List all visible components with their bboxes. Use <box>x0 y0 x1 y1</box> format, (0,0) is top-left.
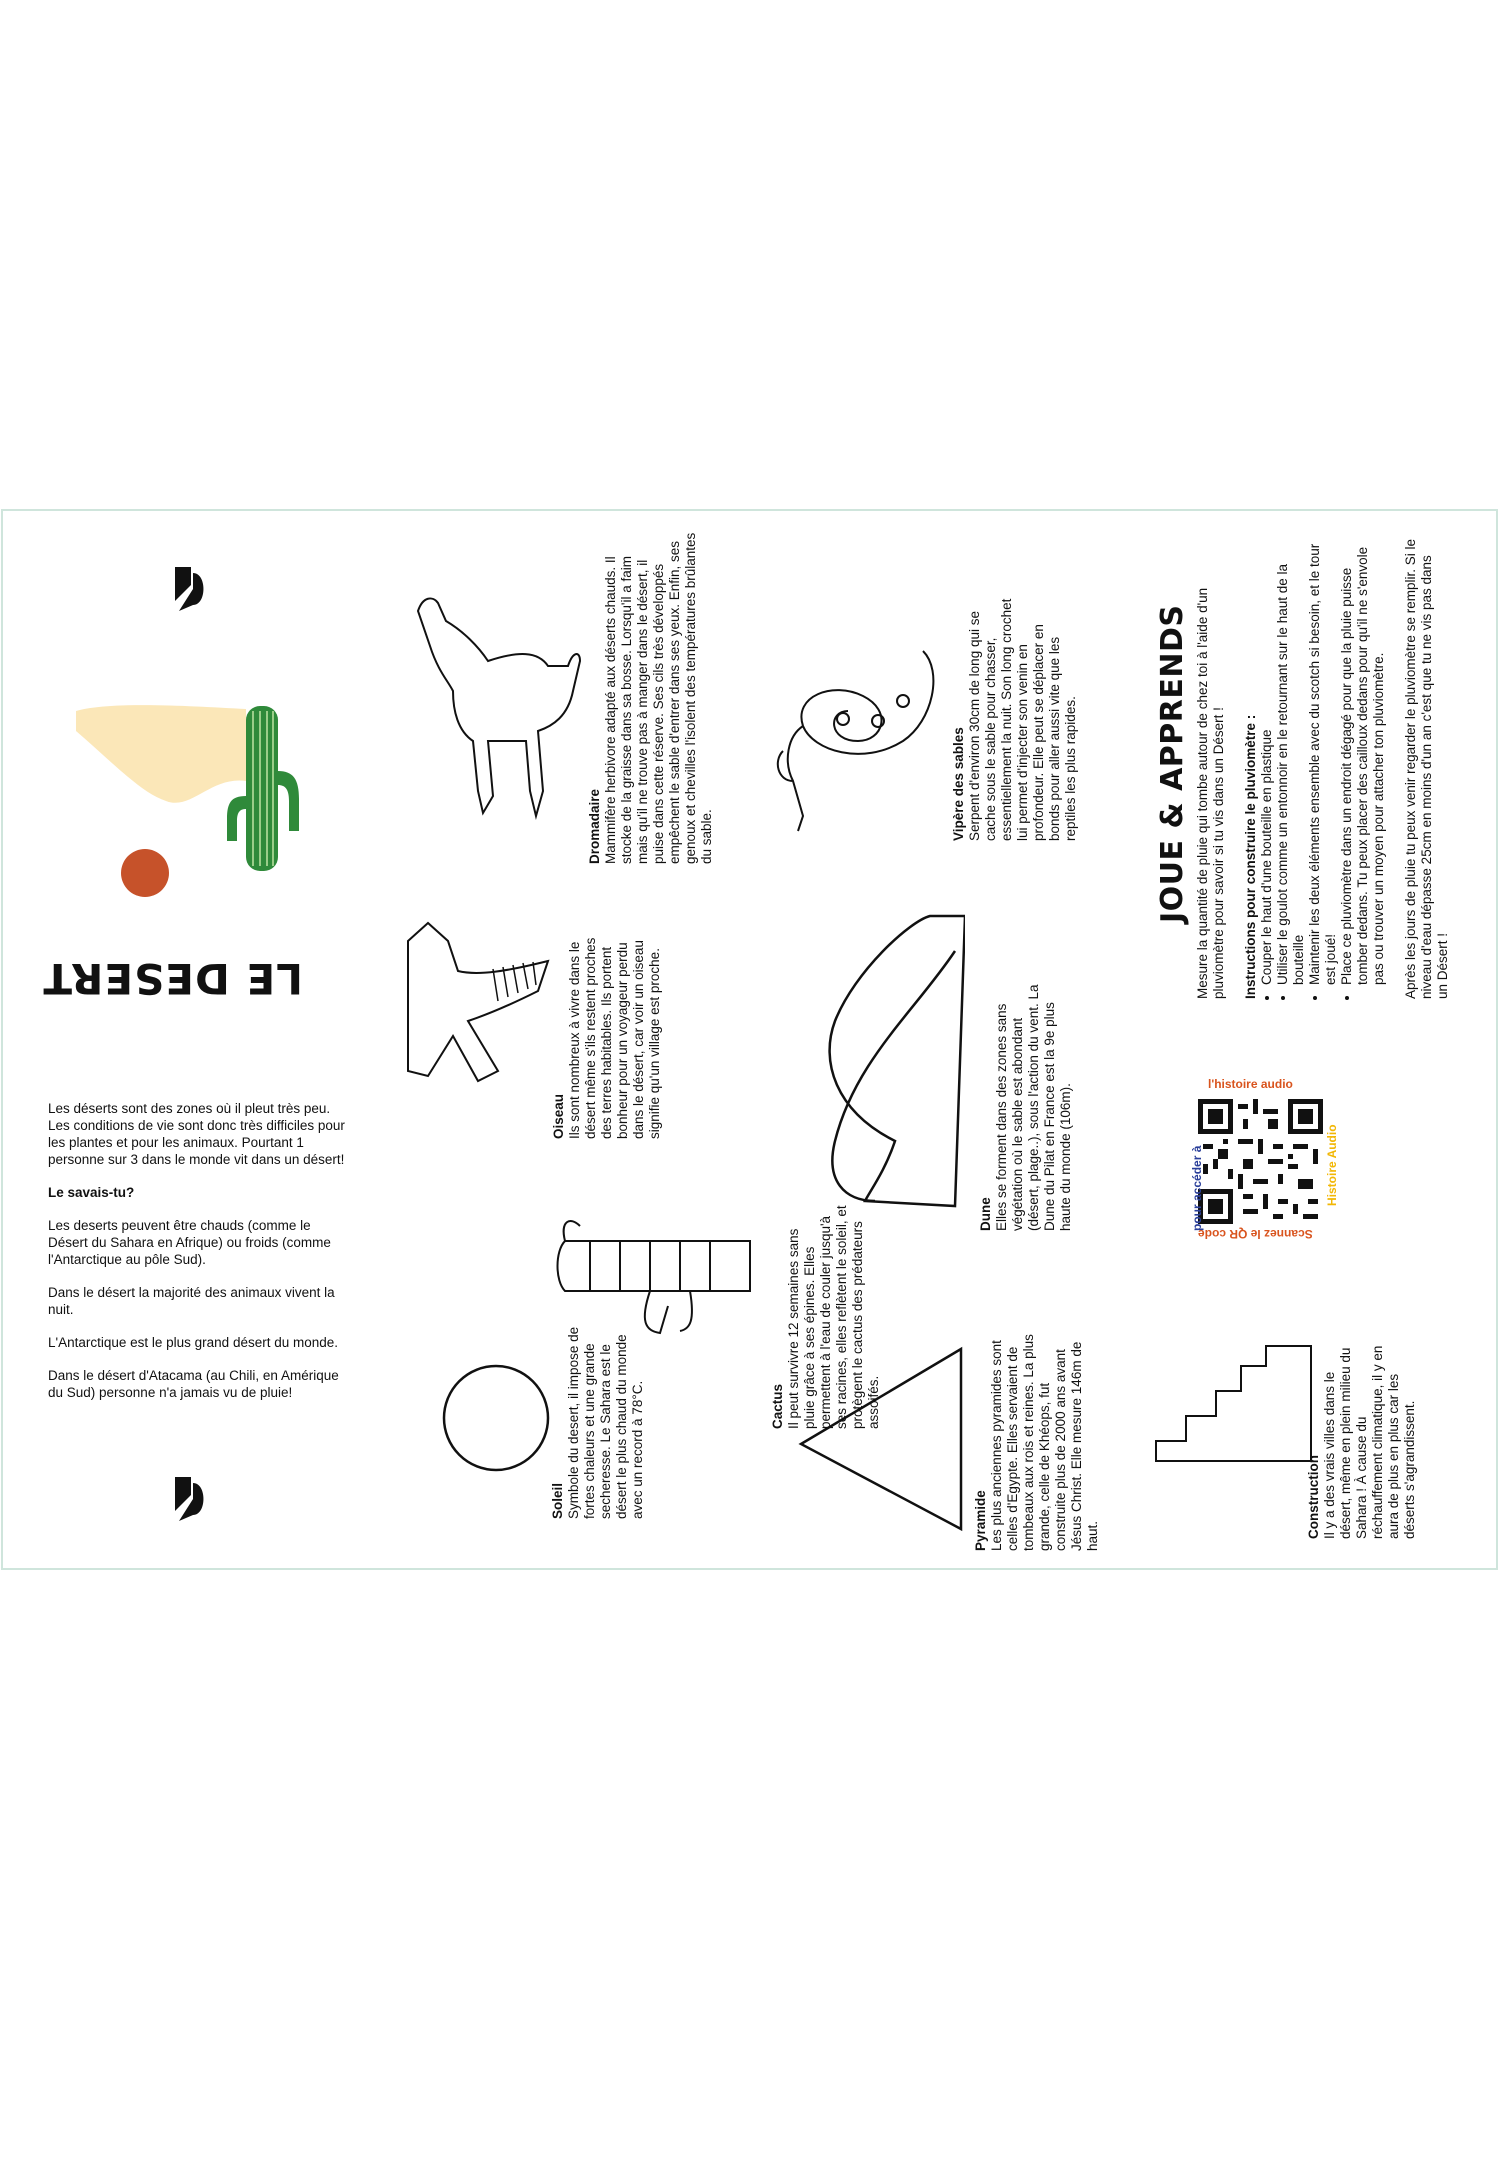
camel-drawing <box>408 591 583 821</box>
dromadaire-text: Mammifère herbivore adapté aux déserts chauds. Il stocke de la graisse dans sa bosse. Lorsqu'il a faim mais qu'il ne trouve pas à manger dans le désert, il puise dans cette réserve. Ses cils très développés empêchent le sable d'entrer dans ses yeux. Enfin, ses genoux et chevilles l'isolent des températures brûlantes du sable. <box>603 532 714 864</box>
oiseau-heading: Oiseau <box>551 1093 566 1139</box>
dune-drawing <box>815 911 965 1211</box>
instr-step: • Place ce pluviomètre dans un endroit dégagé pour que la pluie puisse tomber dedans. Tu peux placer des cailloux dedans pour qu'il ne s'envole pas ou trouver un moyen pour attacher ton pluviomètre. <box>1339 539 1387 985</box>
intro-section <box>48 1100 353 1417</box>
instr-list <box>1259 539 1387 999</box>
instr-heading: Instructions pour construire le pluviomètre : <box>1243 714 1258 999</box>
joue-title: JOUE & APPRENDS <box>1155 604 1190 923</box>
dromadaire-heading: Dromadaire <box>587 788 602 864</box>
joue-section <box>1195 539 1451 999</box>
sun-drawing <box>121 849 169 897</box>
construction-drawing <box>1151 1341 1316 1466</box>
intro-paragraph: Dans le désert la majorité des animaux vivent la nuit. <box>48 1285 335 1317</box>
dune-block <box>978 976 1074 1231</box>
leaflet-sheet <box>1 509 1498 1570</box>
soleil-heading: Soleil <box>550 1482 565 1519</box>
vipere-block <box>951 596 1079 841</box>
pyramid-drawing <box>796 1344 971 1534</box>
instr-step: • Maintenir les deux éléments ensemble avec du scotch si besoin, et le tour est joué! <box>1307 539 1339 985</box>
joue-intro: Mesure la quantité de pluie qui tombe autour de chez toi à l'aide d'un pluviomètre pour savoir si tu vis dans un Désert ! <box>1195 587 1226 999</box>
construction-text: Il y a des vrais villes dans le désert, même en plein milieu du Sahara ! À cause du réchauffement climatique, il y en aura de plus en plus car les déserts s'agrandissent. <box>1322 1345 1417 1539</box>
cactus-text: Il peut survivre 12 semaines sans pluie grâce à ses épines. Elles permettent à l'eau de couler jusqu'à ses racines, elles reflètent le soleil, et protègent le cactus des prédateurs assoifés. <box>786 1205 881 1429</box>
dune-heading: Dune <box>978 1197 993 1231</box>
logo-icon-bottom <box>173 1475 209 1523</box>
pyramide-heading: Pyramide <box>973 1490 988 1551</box>
qr-code[interactable] <box>1198 1099 1323 1224</box>
savais-heading: Le savais-tu? <box>48 1185 135 1200</box>
dune-text: Elles se forment dans des zones sans végétation où le sable est abondant (désert, plage..), sous l'action du vent. La Dune du Pilat en France est la 9e plus haute du monde (106m). <box>994 984 1073 1231</box>
sun-line-drawing <box>441 1363 551 1473</box>
vipere-heading: Vipère des sables <box>951 727 966 841</box>
pyramide-text: Les plus anciennes pyramides sont celles d'Egypte. Elles servaient de tombeaux aux rois et reines. La plus grande, celle de Khéops, fut construite plus de 2000 ans avant Jésus Christ. Elle mesure 146m de haut. <box>989 1334 1100 1551</box>
vipere-text: Serpent d'environ 30cm de long qui se cache sous le sable pour chasser, essentiellement la nuit. Son long crochet lui permet d'injecter son venin en profondeur. Elle peut se déplacer en bonds pour aller aussi vite que les reptiles les plus rapides. <box>967 598 1078 841</box>
logo-icon-top <box>173 565 209 613</box>
page-title: LE DESERT <box>42 954 303 1003</box>
qr-label-scan: Scannez le QR code <box>1198 1227 1313 1241</box>
dromadaire-block <box>587 524 715 864</box>
instr-step: • Utiliser le goulot comme un entonnoir en le retournant sur le haut de la bouteille <box>1275 539 1307 985</box>
instr-step: • Couper le haut d'une bouteille en plastique <box>1259 539 1275 985</box>
soleil-text: Symbole du desert, il impose de fortes chaleurs et une grande secheresse. Le Sahara est le désert le plus chaud du monde avec un record à 78°C. <box>566 1326 645 1519</box>
bird-drawing <box>398 921 558 1096</box>
construction-block <box>1306 1339 1418 1539</box>
soleil-block <box>550 1319 646 1519</box>
intro-paragraph: L'Antarctique est le plus grand désert du monde. <box>48 1335 339 1350</box>
intro-paragraph: Dans le désert d'Atacama (au Chili, en Amérique du Sud) personne n'a jamais vu de pluie! <box>48 1368 339 1400</box>
construction-heading: Construction <box>1306 1455 1321 1539</box>
cactus-heading: Cactus <box>770 1383 785 1429</box>
oiseau-text: Ils sont nombreux à vivre dans le désert même s'ils restent proches des terres habitables. Ils portent bonheur pour un voyageur perdu dans le désert, car voir un oiseau signifie qu'un village est proche. <box>567 937 662 1139</box>
viper-drawing <box>773 641 948 836</box>
desert-illustration <box>71 701 321 911</box>
intro-paragraph: Les deserts peuvent être chauds (comme le Désert du Sahara en Afrique) ou froids (comme l'Antarctique au pôle Sud). <box>48 1218 331 1267</box>
qr-code-icon <box>1198 1099 1323 1224</box>
oiseau-block <box>551 929 663 1139</box>
pyramide-block <box>973 1331 1101 1551</box>
qr-label-right: Histoire Audio <box>1325 1124 1339 1206</box>
qr-label-left: pour accéder à <box>1190 1145 1204 1231</box>
intro-paragraph: Les déserts sont des zones où il pleut très peu. Les conditions de vie sont donc très difficiles pour les plantes et pour les animaux. Pourtant 1 personne sur 3 dans le monde vit dans un désert! <box>48 1101 345 1167</box>
joue-outro: Après les jours de pluie tu peux venir regarder le pluviomètre se remplir. Si le niveau d'eau dépasse 25cm en moins d'un an c'est que tu ne vis pas dans un Désert ! <box>1403 539 1450 999</box>
qr-label-top: l'histoire audio <box>1208 1077 1293 1091</box>
